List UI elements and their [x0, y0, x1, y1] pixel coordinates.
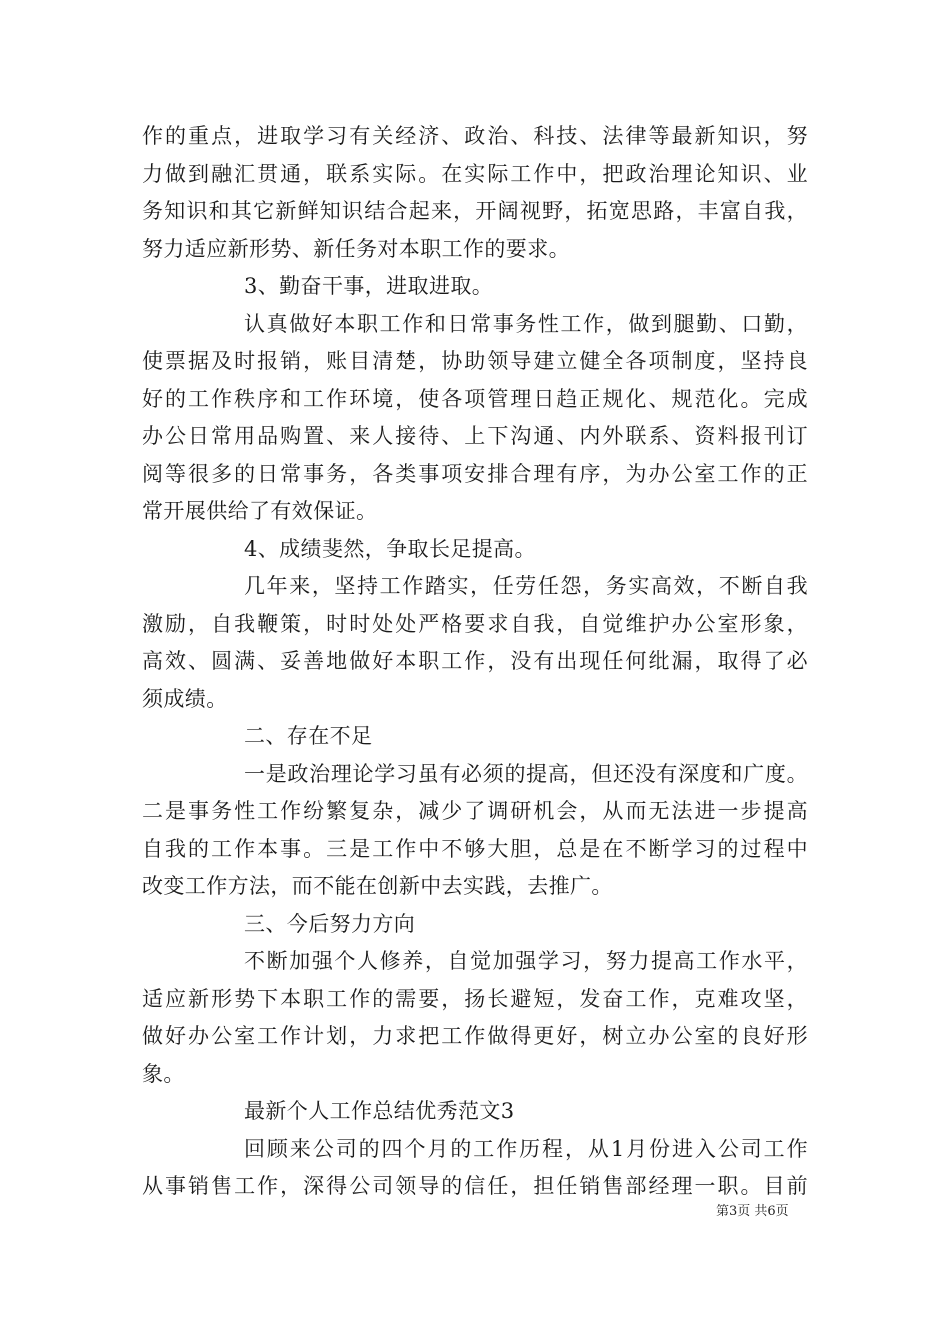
text-line: 一是政治理论学习虽有必须的提高，但还没有深度和广度。: [244, 761, 808, 786]
section-heading: 二、存在不足: [244, 724, 373, 748]
text-line: 须成绩。: [142, 686, 228, 711]
text-line: 使票据及时报销，账目清楚，协助领导建立健全各项制度，坚持良: [142, 349, 808, 373]
document-body: [142, 118, 808, 1206]
text-line: 务知识和其它新鲜知识结合起来，开阔视野，拓宽思路，丰富自我，: [142, 199, 808, 223]
text-line: 做好办公室工作计划，力求把工作做得更好，树立办公室的良好形: [142, 1024, 808, 1048]
section-heading: 3、勤奋干事，进取进取。: [244, 274, 494, 298]
text-line: 二是事务性工作纷繁复杂，减少了调研机会，从而无法进一步提高: [142, 799, 808, 823]
text-line: 激励，自我鞭策，时时处处严格要求自我，自觉维护办公室形象，: [142, 611, 808, 636]
text-line: 高效、圆满、妥善地做好本职工作，没有出现任何纰漏，取得了必: [142, 649, 808, 673]
text-line: 作的重点，进取学习有关经济、政治、科技、法律等最新知识，努: [142, 124, 808, 148]
text-line: 适应新形势下本职工作的需要，扬长避短，发奋工作，克难攻坚，: [142, 986, 808, 1011]
text-line: 回顾来公司的四个月的工作历程，从1月份进入公司工作: [244, 1136, 808, 1161]
text-line: 认真做好本职工作和日常事务性工作，做到腿勤、口勤，: [244, 311, 808, 336]
text-line: 办公日常用品购置、来人接待、上下沟通、内外联系、资料报刊订: [142, 424, 808, 448]
page-number-footer: 第3页 共6页: [716, 1204, 789, 1219]
text-line: 不断加强个人修养，自觉加强学习，努力提高工作水平，: [244, 949, 808, 973]
text-line: 常开展供给了有效保证。: [142, 499, 378, 523]
text-line: 几年来，坚持工作踏实，任劳任怨，务实高效，不断自我: [244, 574, 808, 598]
section-heading: 三、今后努力方向: [244, 911, 416, 936]
text-line: 自我的工作本事。三是工作中不够大胆，总是在不断学习的过程中: [142, 836, 808, 861]
text-line: 象。: [142, 1061, 185, 1086]
text-line: 力做到融汇贯通，联系实际。在实际工作中，把政治理论知识、业: [142, 161, 808, 186]
text-line: 好的工作秩序和工作环境，使各项管理日趋正规化、规范化。完成: [142, 386, 808, 411]
section-heading: 最新个人工作总结优秀范文3: [244, 1099, 515, 1123]
text-line: 从事销售工作，深得公司领导的信任，担任销售部经理一职。目前: [142, 1174, 808, 1198]
text-line: 阅等很多的日常事务，各类事项安排合理有序，为办公室工作的正: [142, 461, 808, 486]
text-line: 改变工作方法，而不能在创新中去实践，去推广。: [142, 874, 613, 898]
text-line: 努力适应新形势、新任务对本职工作的要求。: [142, 236, 570, 261]
section-heading: 4、成绩斐然，争取长足提高。: [244, 536, 536, 561]
